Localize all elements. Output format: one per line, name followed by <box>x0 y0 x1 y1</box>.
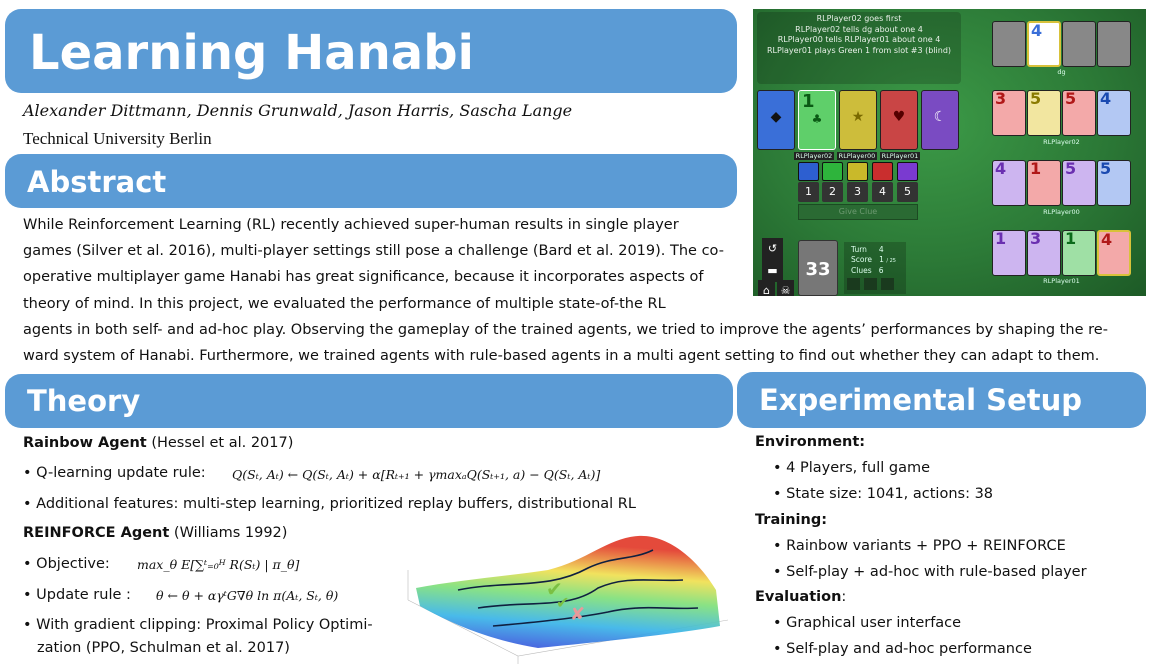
reinforce-cite: (Williams 1992) <box>169 525 288 541</box>
log-line: RLPlayer00 tells RLPlayer01 about one 4 <box>777 35 941 44</box>
dg-card-3[interactable] <box>1062 21 1096 67</box>
log-line: RLPlayer02 tells dg about one 4 <box>795 24 923 34</box>
log-line: RLPlayer02 goes first <box>816 14 902 23</box>
abstract-line: operative multiplayer game Hanabi has great significance, because it incorporates aspects of <box>23 269 704 286</box>
moon-icon: ☾ <box>933 109 947 125</box>
train-item-text: Rainbow variants + PPO + REINFORCE <box>786 538 1066 554</box>
p02-card-2: 5 <box>1027 90 1061 136</box>
abstract-line: agents in both self- and ad-hoc play. Observing the gameplay of the trained agents, we tried to improve the agents’ performances by shaping the re- <box>23 321 1108 338</box>
check-mark-1: ✔ <box>546 577 563 601</box>
experimental-heading: Experimental Setup <box>759 383 1083 417</box>
q-formula: Q(Sₜ, Aₜ) ← Q(Sₜ, Aₜ) + α[Rₜ₊₁ + γmaxₐQ(Sₜ₊₁, a) − Q(Sₜ, Aₜ)] <box>232 467 601 482</box>
target-rlplayer00[interactable]: RLPlayer00 <box>838 152 876 160</box>
strike-slot <box>864 278 877 290</box>
rainbow-title: Rainbow Agent <box>23 435 147 451</box>
player-00-label: RLPlayer00 <box>1043 208 1080 216</box>
turn-label: Turn <box>851 245 867 254</box>
reinforce-heading <box>23 525 287 541</box>
color-purple-button[interactable] <box>897 162 918 181</box>
check-mark-2: ✔ <box>556 593 570 612</box>
clip-line1: With gradient clipping: Proximal Policy Optimi- <box>36 617 373 633</box>
log-line: RLPlayer01 plays Green 1 from slot #3 (blind) <box>766 45 952 55</box>
reinforce-title: REINFORCE Agent <box>23 525 170 541</box>
turn-value: 4 <box>878 245 884 254</box>
heart-icon: ♥ <box>892 109 906 125</box>
objective-bullet: • Objective: <box>23 556 110 572</box>
deck <box>798 240 838 296</box>
clues-label: Clues <box>851 266 872 275</box>
p02-card-3: 5 <box>1062 90 1096 136</box>
stack-red <box>880 90 918 150</box>
target-rlplayer02[interactable]: RLPlayer02 <box>795 152 833 160</box>
evaluation-label <box>755 589 846 605</box>
p01-card-1: 1 <box>992 230 1026 276</box>
training-label: Training: <box>755 512 827 528</box>
rainbow-cite: (Hessel et al. 2017) <box>146 435 294 451</box>
dg-card-4[interactable] <box>1097 21 1131 67</box>
rank-1-button[interactable]: 1 <box>798 182 819 202</box>
diamond-icon: ◆ <box>770 109 782 125</box>
action-log <box>757 12 961 84</box>
abstract-line: theory of mind. In this project, we evaluated the performance of multiple state-of-the RL <box>23 295 666 312</box>
stack-purple <box>921 90 959 150</box>
theory-heading: Theory <box>27 384 141 418</box>
abstract-line: While Reinforcement Learning (RL) recently achieved super-human results in single player <box>23 217 679 233</box>
deck-count: 33 <box>805 259 831 280</box>
evaluation-colon: : <box>841 589 847 605</box>
hanabi-game-screenshot <box>753 9 1146 296</box>
strike-slot <box>847 278 860 290</box>
stack-green <box>798 90 836 150</box>
color-green-button[interactable] <box>822 162 843 181</box>
env-item: • State size: 1041, actions: 38 <box>773 486 994 502</box>
additional-text: Additional features: multi-step learning, prioritized replay buffers, distributional RL <box>36 496 636 512</box>
rainbow-heading <box>23 435 293 451</box>
p01-card-3: 1 <box>1062 230 1096 276</box>
update-formula: θ ← θ + αγᵗG∇θ ln π(Aₜ, Sₜ, θ) <box>156 588 339 603</box>
policy-surface-figure <box>398 530 733 666</box>
clip-line2: zation (PPO, Schulman et al. 2017) <box>37 640 290 656</box>
cross-mark: ✘ <box>570 604 586 625</box>
abstract-line: games (Silver et al. 2016), multi-player settings still pose a challenge (Bard et al. 2019). The co- <box>23 243 724 260</box>
poster-title: Learning Hanabi <box>29 25 475 81</box>
update-label: Update rule : <box>36 587 131 603</box>
game-stats <box>844 242 906 294</box>
abstract-heading: Abstract <box>27 165 167 199</box>
rank-2-button[interactable]: 2 <box>822 182 843 202</box>
train-item: • Self-play + ad-hoc with rule-based player <box>773 564 1087 580</box>
update-bullet: • Update rule : <box>23 587 131 603</box>
authors: Alexander Dittmann, Dennis Grunwald, Jason Harris, Sascha Lange <box>23 101 573 120</box>
p00-card-2: 1 <box>1027 160 1061 206</box>
clues-value: 6 <box>878 266 884 275</box>
rank-3-button[interactable]: 3 <box>847 182 868 202</box>
affiliation: Technical University Berlin <box>23 129 212 148</box>
evaluation-label-text: Evaluation <box>755 589 842 605</box>
dg-card-2[interactable] <box>1027 21 1061 67</box>
env-item-text: State size: 1041, actions: 38 <box>786 486 994 502</box>
score-max: / 25 <box>886 258 896 264</box>
environment-label: Environment: <box>755 434 866 450</box>
train-item: • Rainbow variants + PPO + REINFORCE <box>773 538 1066 554</box>
target-rlplayer01[interactable]: RLPlayer01 <box>881 152 919 160</box>
title-banner <box>5 9 737 93</box>
score-label: Score <box>851 255 873 264</box>
additional-bullet: • Additional features: multi-step learning, prioritized replay buffers, distributional RL <box>23 496 636 512</box>
surface <box>416 536 720 648</box>
clip-bullet: • With gradient clipping: Proximal Policy Optimi- <box>23 617 373 633</box>
stack-yellow <box>839 90 877 150</box>
theory-banner <box>5 374 733 428</box>
clues-row <box>851 266 906 276</box>
p02-card-1: 3 <box>992 90 1026 136</box>
abstract-banner <box>5 154 737 208</box>
p02-card-4: 4 <box>1097 90 1131 136</box>
strike-slots <box>847 278 894 293</box>
eval-item-text: Graphical user interface <box>786 615 962 631</box>
star-icon: ★ <box>851 109 865 125</box>
club-icon: ♣ <box>811 112 823 126</box>
env-item-text: 4 Players, full game <box>786 460 930 476</box>
p00-card-1: 4 <box>992 160 1026 206</box>
env-item: • 4 Players, full game <box>773 460 930 476</box>
rank-4-button[interactable]: 4 <box>872 182 893 202</box>
eval-item: • Graphical user interface <box>773 615 962 631</box>
give-clue-button[interactable]: Give Clue <box>798 204 918 220</box>
objective-formula: max_θ E[∑ᵗ₌₀ᴴ R(Sₜ) | π_θ] <box>137 557 300 572</box>
color-yellow-button[interactable] <box>847 162 868 181</box>
rank-5-button[interactable]: 5 <box>897 182 918 202</box>
turn-row <box>851 245 906 255</box>
abstract-line: ward system of Hanabi. Furthermore, we trained agents with rule-based agents in a multi agent setting to find out whether they can adapt to them. <box>23 348 1100 365</box>
chat-icon[interactable]: ▬ <box>762 260 783 282</box>
player-dg-label: dg <box>1057 68 1066 76</box>
stack-green-rank: 1 <box>802 91 815 112</box>
score-value: 1 <box>879 255 884 264</box>
q-label: Q-learning update rule: <box>36 465 206 481</box>
player-01-label: RLPlayer01 <box>1043 277 1080 285</box>
color-red-button[interactable] <box>872 162 893 181</box>
q-learning-bullet: • Q-learning update rule: <box>23 465 206 481</box>
eval-item: • Self-play and ad-hoc performance <box>773 641 1032 657</box>
color-blue-button[interactable] <box>798 162 819 181</box>
dg-card-1[interactable] <box>992 21 1026 67</box>
dg-card-rank: 4 <box>1031 21 1043 40</box>
player-02-label: RLPlayer02 <box>1043 138 1080 146</box>
stack-blue <box>757 90 795 150</box>
p01-card-2: 3 <box>1027 230 1061 276</box>
train-item-text: Self-play + ad-hoc with rule-based player <box>786 564 1087 580</box>
eval-item-text: Self-play and ad-hoc performance <box>786 641 1032 657</box>
experimental-banner <box>737 372 1146 428</box>
objective-label: Objective: <box>36 556 110 572</box>
score-row <box>851 255 906 266</box>
undo-icon[interactable]: ↺ <box>762 238 783 260</box>
strike-slot <box>881 278 894 290</box>
p01-card-4: 4 <box>1097 230 1131 276</box>
p00-card-4: 5 <box>1097 160 1131 206</box>
home-icon[interactable]: ⌂ <box>758 280 775 296</box>
skull-icon[interactable]: ☠ <box>777 280 794 296</box>
p00-card-3: 5 <box>1062 160 1096 206</box>
